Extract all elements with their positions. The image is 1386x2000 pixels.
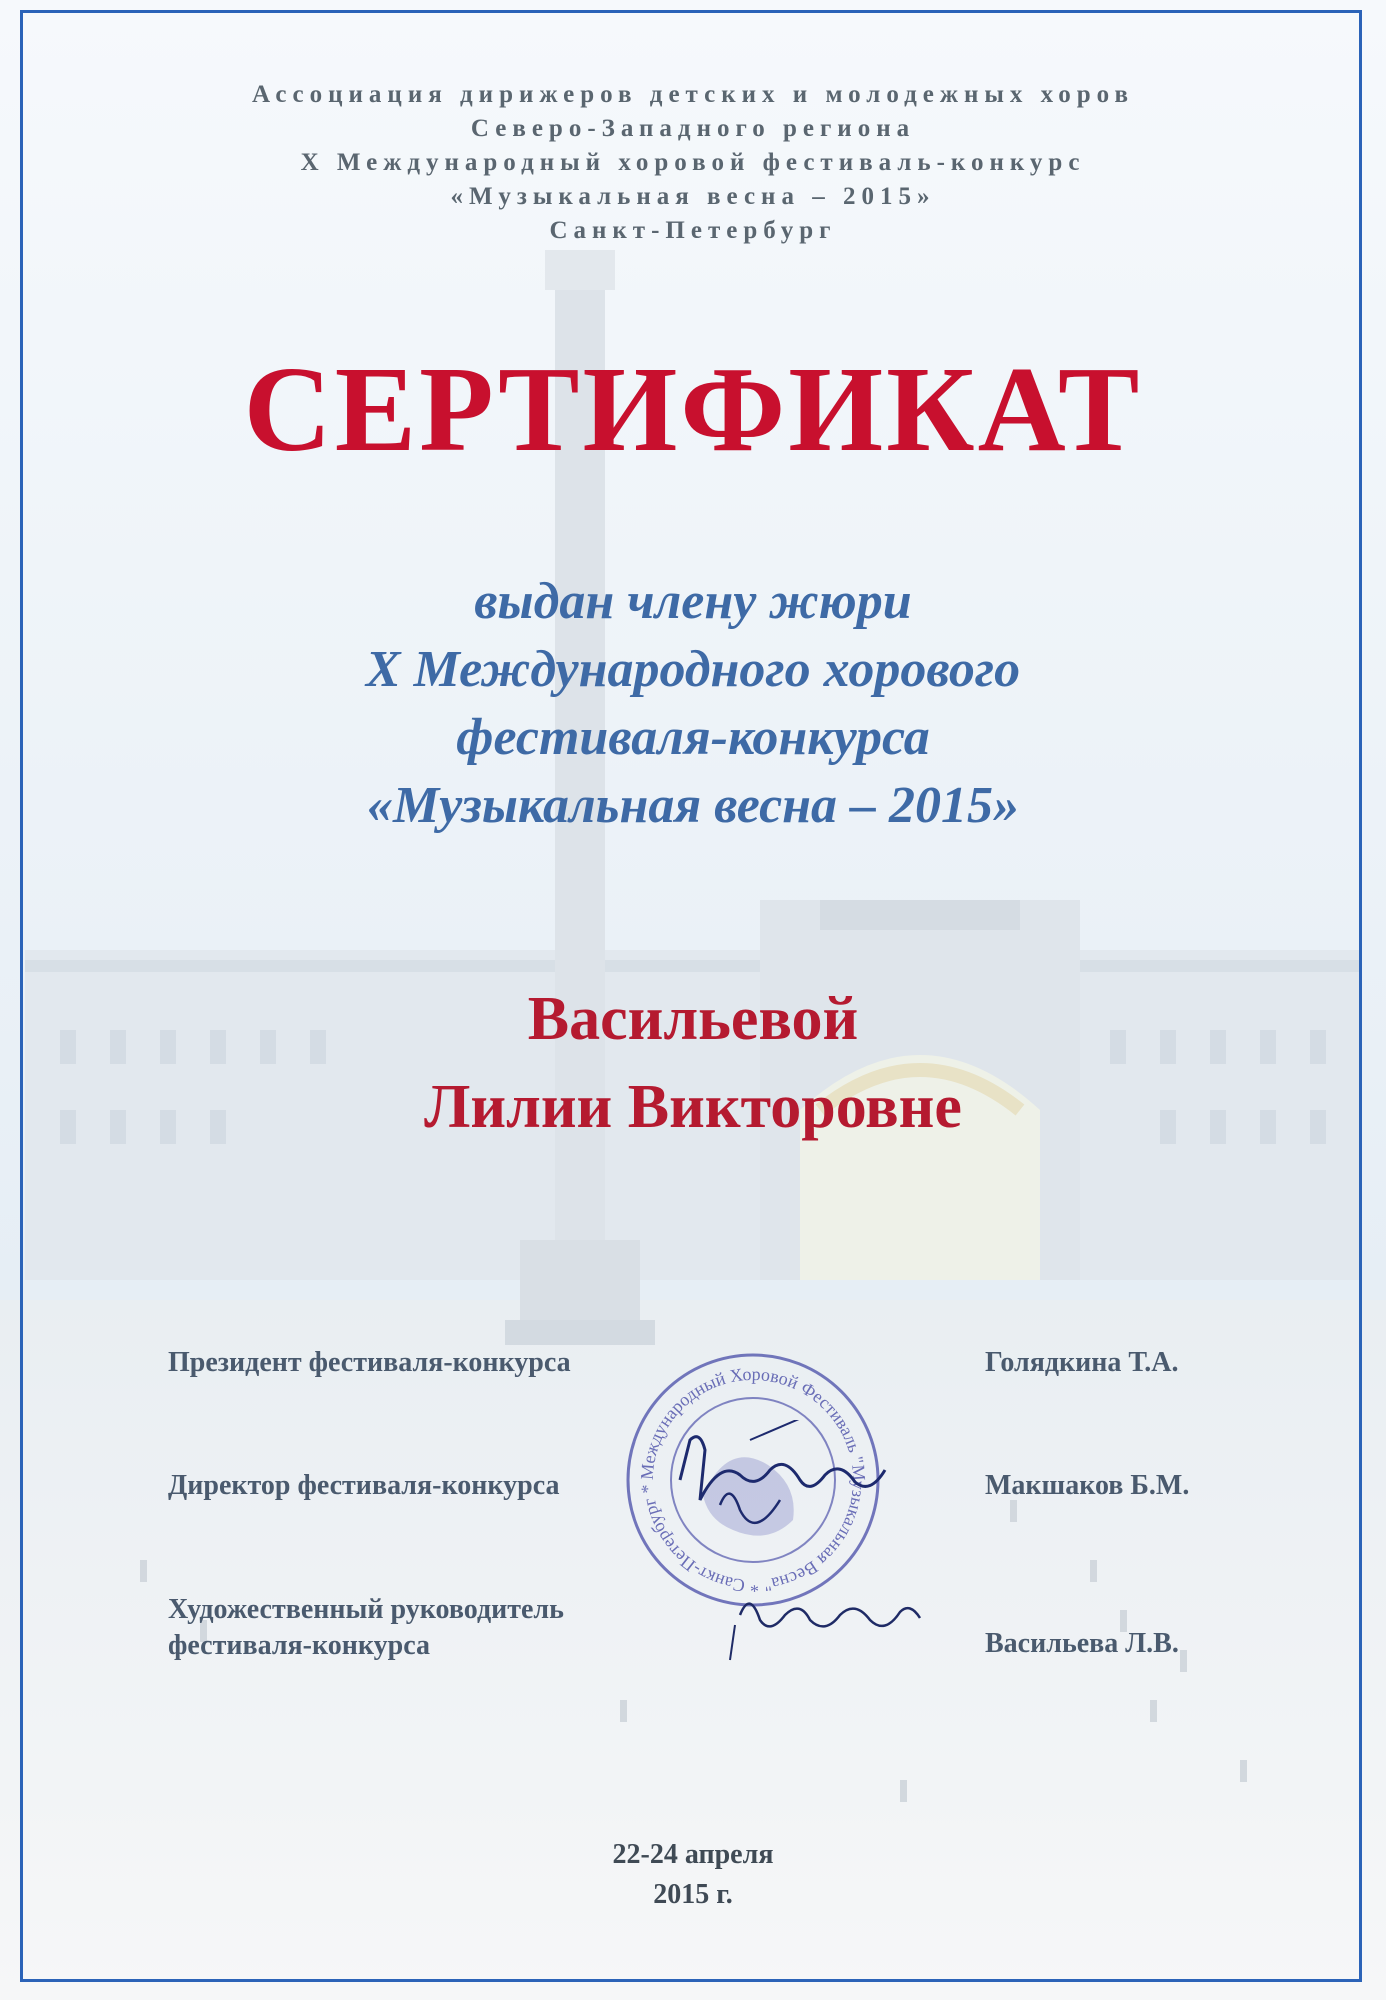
recipient-name xyxy=(0,975,1386,1151)
recipient-line: Лилии Викторовне xyxy=(424,1073,962,1141)
signatory-name-artistic-director: Васильева Л.В. xyxy=(985,1628,1179,1659)
signatory-name-director: Макшаков Б.М. xyxy=(985,1470,1190,1501)
recipient-line: Васильевой xyxy=(527,985,859,1053)
header-line: «Музыкальная весна – 2015» xyxy=(450,183,936,210)
signatory-role-director: Директор фестиваля-конкурса xyxy=(168,1470,560,1501)
signatory-name-president: Голядкина Т.А. xyxy=(985,1347,1179,1378)
header-line: Северо-Западного региона xyxy=(470,115,916,142)
signatory-role-line: фестиваля-конкурса xyxy=(168,1630,430,1661)
issued-statement xyxy=(0,568,1386,840)
signatory-role-line: Художественный руководитель xyxy=(168,1594,564,1625)
date-line: 2015 г. xyxy=(653,1879,733,1910)
organization-header xyxy=(0,78,1386,248)
stamp-text: Международный Хоровой Фестиваль "Музыкальная Весна" * Санкт-Петербург * xyxy=(636,1363,870,1597)
certificate-title: СЕРТИФИКАТ xyxy=(243,342,1143,477)
header-line: Ассоциация дирижеров детских и молодежных хоров xyxy=(252,81,1134,108)
issued-line: фестиваля-конкурса xyxy=(456,709,930,766)
issued-line: выдан члену жюри xyxy=(474,573,912,630)
signatory-role-artistic-director xyxy=(168,1592,564,1664)
signatory-role-president: Президент фестиваля-конкурса xyxy=(168,1347,571,1378)
header-line: X Международный хоровой фестиваль-конкурс xyxy=(300,149,1086,176)
issued-line: «Музыкальная весна – 2015» xyxy=(366,777,1020,834)
header-line: Санкт-Петербург xyxy=(549,217,837,244)
date-line: 22-24 апреля xyxy=(612,1839,774,1870)
handwritten-signatures xyxy=(660,1420,980,1680)
issued-line: X Международного хорового xyxy=(365,641,1021,698)
issue-date xyxy=(0,1835,1386,1915)
